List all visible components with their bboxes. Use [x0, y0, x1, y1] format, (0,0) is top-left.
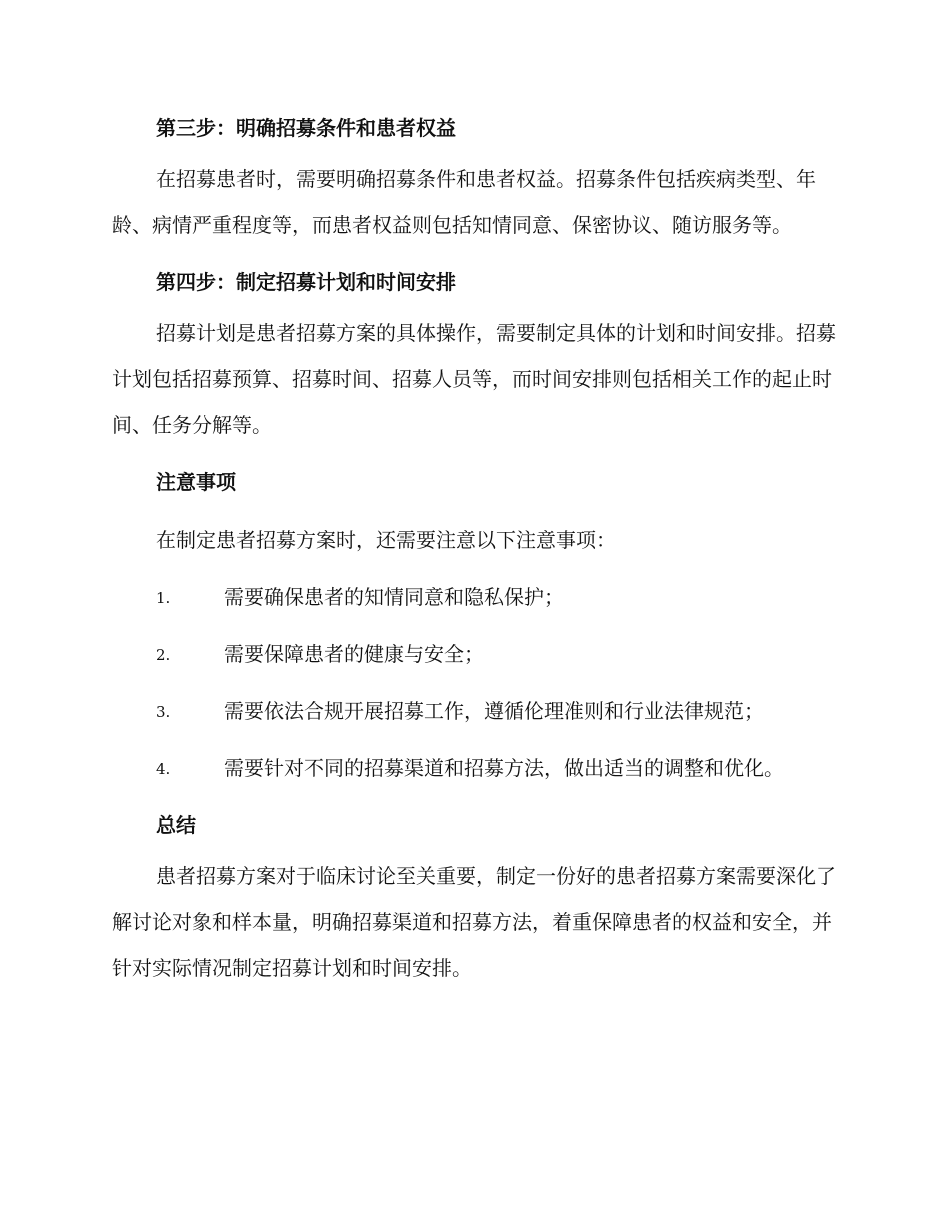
list-item: [112, 753, 837, 783]
summary-paragraph: 患者招募方案对于临床讨论至关重要，制定一份好的患者招募方案需要深化了解讨论对象和样本量，明确招募渠道和招募方法，着重保障患者的权益和安全，并针对实际情况制定招募计划和时间安排。: [112, 864, 836, 980]
list-item-number: 1.: [156, 589, 171, 607]
notes-intro: 在制定患者招募方案时，还需要注意以下注意事项：: [156, 528, 616, 552]
section-paragraph-step4: 招募计划是患者招募方案的具体操作，需要制定具体的计划和时间安排。招募计划包括招募预算、招募时间、招募人员等，而时间安排则包括相关工作的起止时间、任务分解等。: [112, 321, 836, 437]
list-item: [112, 639, 837, 669]
notes-heading: 注意事项: [156, 470, 236, 494]
list-item-number: 3.: [156, 703, 171, 721]
list-item: [112, 582, 837, 612]
section-paragraph-step3: 在招募患者时，需要明确招募条件和患者权益。招募条件包括疾病类型、年龄、病情严重程度等，而患者权益则包括知情同意、保密协议、随访服务等。: [112, 167, 816, 237]
list-item-text: 需要确保患者的知情同意和隐私保护；: [224, 585, 564, 609]
list-item-text: 需要依法合规开展招募工作，遵循伦理准则和行业法律规范；: [224, 699, 764, 723]
document-body: [112, 113, 837, 991]
summary-heading: 总结: [156, 813, 196, 837]
list-item-number: 4.: [156, 760, 171, 778]
section-heading-step4: 第四步：制定招募计划和时间安排: [156, 270, 456, 294]
section-heading-step3: 第三步：明确招募条件和患者权益: [156, 116, 456, 140]
list-item-number: 2.: [156, 646, 171, 664]
list-item-text: 需要保障患者的健康与安全；: [224, 642, 484, 666]
list-item-text: 需要针对不同的招募渠道和招募方法，做出适当的调整和优化。: [224, 756, 784, 780]
list-item: [112, 696, 837, 726]
notes-list: [112, 582, 837, 783]
